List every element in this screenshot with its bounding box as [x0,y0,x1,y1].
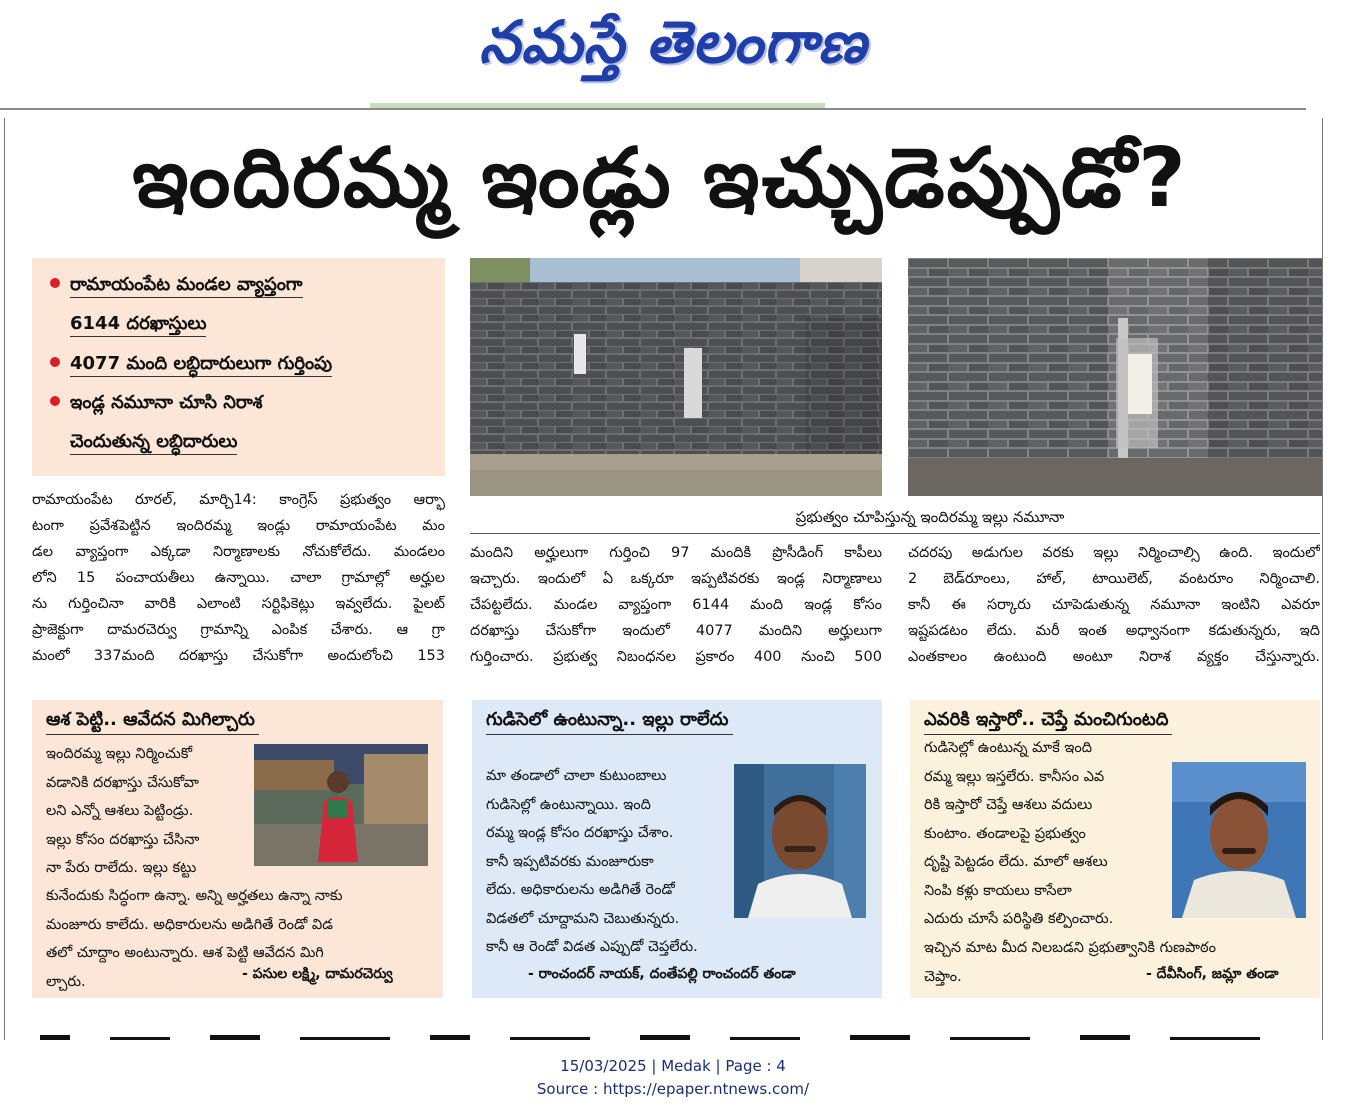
testimonial-title: ఎవరికి ఇస్తారో.. చెప్తే మంచిగుంటది [924,706,1172,735]
article-line: చేపట్టలేదు. మండల వ్యాప్తంగా 6144 మంది ఇండ్ల కోసం [470,597,882,613]
article-column-1 [32,487,445,669]
article-line: గుర్తించారు. ప్రభుత్వ నిబంధనల ప్రకారం 400 నుంచి 500 [470,649,882,665]
frame-left-rule [4,118,5,1040]
red-bullet-icon [50,278,60,288]
testimonial-credit: - పసుల లక్ష్మి, దామరచెర్వు [242,966,393,982]
testimonial-line: లని ఎన్నో ఆశలు పెట్టిండ్రు. [46,803,194,819]
footer-source-line: Source : https://epaper.ntnews.com/ [536,1080,810,1098]
article-line: టంగా ప్రవేశపెట్టిన ఇందిరమ్మ ఇండ్లు రామాయంపేట మం [32,518,445,534]
testimonial-line: వడానికి దరఖాస్తు చేసుకోవా [46,774,199,791]
highlight-item [50,268,303,302]
testimonial-box [32,700,443,998]
testimonial-line: ఇందిరమ్మ ఇల్లు నిర్మించుకో [46,746,193,762]
article-line: లోని 15 పంచాయతీలు ఉన్నాయి. చాలా గ్రామాల్లో అర్హుల [32,570,445,586]
testimonial-line: లేదు. అధికారులను అడిగితే రెండో [486,882,675,898]
testimonial-text-short [46,740,251,883]
red-bullet-icon [50,357,60,367]
highlight-line: రామాయంపేట మండల వ్యాప్తంగా [70,274,303,298]
testimonial-box [472,700,882,998]
testimonial-line: చెప్తాం. [924,968,962,985]
testimonial-title: ఆశ పెట్టి.. ఆవేదన మిగిల్చారు [46,706,259,735]
highlight-line: ఇండ్ల నమూనా చూసి నిరాశ [70,392,263,413]
highlight-item-cont [70,307,206,341]
article-line: ప్రాజెక్టుగా దామరచెర్వు గ్రామాన్ని ఎంపిక చేశారు. ఆ గ్రా [32,622,445,638]
portrait-photo [1172,762,1306,918]
testimonial-line: దృష్టి పెట్టడం లేదు. మాలో ఆశలు [924,854,1108,870]
testimonial-line: రమ్మ ఇండ్ల కోసం దరఖాస్తు చేశాం. [486,825,674,841]
testimonial-line: గుడిసెల్లో ఉంటున్న మాకే ఇంది [924,740,1092,756]
caption-rule [470,533,1320,534]
testimonial-line: రికి ఇస్తారో చెప్తే ఆశలు వదులు [924,797,1093,813]
red-bullet-icon [50,396,60,406]
testimonial-line: కానీ ఆ రెండో విడత ఎప్పుడో చెప్తలేరు. [486,939,698,955]
testimonial-title: గుడిసెలో ఉంటున్నా.. ఇల్లు రాలేదు [486,706,733,735]
testimonial-line: ఎదురు చూసే పరిస్థితి కల్పించారు. [924,911,1114,927]
testimonial-credit: - రాంచందర్ నాయక్, దంతేపల్లి రాంచందర్ తండా [528,966,796,982]
masthead [0,0,1346,110]
headline: ఇందిరమ్మ ఇండ్లు ఇచ్చుడెప్పుడో? [132,131,1188,226]
article-line: రామాయంపేట రూరల్, మార్చి14: కాంగ్రెస్ ప్రభుత్వం ఆర్భా [32,492,445,508]
testimonial-line: నా పేరు రాలేదు. ఇల్లు కట్టు [46,860,197,876]
article-column-2 [470,540,882,670]
article-line: ను గుర్తించినా వారికి ఎలాంటి సర్టిఫికెట్లు ఇవ్వలేదు. పైలట్ [32,596,445,612]
testimonial-line: ల్చారు. [46,973,86,990]
article-line: 2 బెడ్‌రూంలు, హాల్, టాయిలెట్, వంటరూం నిర్మించాలి. [908,571,1320,587]
footer-date-line: 15/03/2025 | Medak | Page : 4 [560,1057,786,1075]
article-line: మంలో 337మంది దరఖాస్తు చేసుకోగా అందులోంచి 153 [32,648,445,664]
testimonial-text-short [924,734,1169,934]
highlight-item [50,386,263,420]
photo-caption: ప్రభుత్వం చూపిస్తున్న ఇందిరమ్మ ఇల్లు నమూనా [795,508,1065,526]
testimonial-line: విడతలో చూద్దామని చెబుతున్నరు. [486,910,680,927]
house-photo-exterior [470,258,882,496]
testimonial-line: కునేందుకు సిద్ధంగా ఉన్నా. అన్ని అర్హతలు ఉన్నా నాకు [46,888,343,904]
newspaper-logo: నమస్తే తెలంగాణ [479,8,867,76]
article-line: డల వ్యాప్తంగా ఎక్కడా నిర్మాణాలకు నోచుకోలేదు. మండలం [32,544,445,560]
testimonial-box [910,700,1320,998]
article-line: ఎంతకాలం ఉంటుంది అంటూ నిరాశ వ్యక్తం చేస్తున్నారు. [908,649,1320,665]
testimonial-line: మా తండాలో చాలా కుటుంబాలు [486,768,667,784]
highlight-item-cont [70,425,237,459]
portrait-photo [254,744,428,866]
frame-right-rule [1322,118,1323,1040]
article-line: చదరపు అడుగుల వరకు ఇల్లు నిర్మించాల్సి ఉంది. ఇందులో [908,545,1320,561]
testimonial-line: మంజూరు కాలేదు. అధికారులను అడిగితే రెండో విడ [46,916,333,933]
testimonial-line: ఇల్లు కోసం దరఖాస్తు చేసినా [46,831,200,848]
testimonial-line: రమ్మ ఇల్లు ఇస్తలేరు. కానీసం ఎవ [924,768,1105,785]
highlight-line: చెందుతున్న లబ్ధిదారులు [70,431,237,455]
testimonial-line: తలో చూద్దాం అంటున్నారు. ఆశ పెట్టి ఆవేదన మిగి [46,945,324,961]
next-headline-strip [0,1030,1346,1040]
article-line: ఇచ్చారు. ఇందులో ఏ ఒక్కరూ ఇప్పటివరకు ఇండ్ల నిర్మాణాలు [470,571,882,587]
house-photo-interior [908,258,1322,496]
testimonial-line: ఇచ్చిన మాట మీద నిలబడని ప్రభుత్వానికి గుణపాఠం [924,940,1216,956]
testimonial-line: నింపి కళ్లు కాయలు కాసేలా [924,882,1072,899]
masthead-rule [0,108,1306,110]
article-column-3 [908,540,1320,670]
article-line: ఇష్టపడటం లేదు. మరీ ఇంత అధ్వానంగా కడుతున్నరు, ఇది [908,623,1320,639]
testimonial-line: కానీ ఇప్పటివరకు మంజూరుకా [486,853,654,870]
highlight-item [50,347,332,381]
portrait-photo [734,764,866,918]
highlight-line: 6144 దరఖాస్తులు [70,313,206,337]
article-line: మందిని అర్హులుగా గుర్తించి 97 మందికి ప్రొసీడింగ్ కాపీలు [470,545,882,561]
testimonial-text-long [486,933,871,962]
article-line: కానీ ఈ సర్కారు చూపెడుతున్న నమూనా ఇంటిని ఎవరూ [908,597,1320,613]
testimonial-line: కుంటాం. తండాలపై ప్రభుత్వం [924,825,1086,842]
testimonial-credit: - దేవీసింగ్, జమ్లా తండా [1146,966,1279,982]
highlights-box [32,258,445,476]
highlight-line: 4077 మంది లబ్ధిదారులుగా గుర్తింపు [70,353,332,377]
testimonial-line: గుడిసెల్లో ఉంటున్నాయి. ఇంది [486,796,651,813]
testimonial-text-short [486,762,731,933]
article-line: దరఖాస్తు చేసుకోగా ఇందులో 4077 మందిని అర్హులుగా [470,623,882,639]
